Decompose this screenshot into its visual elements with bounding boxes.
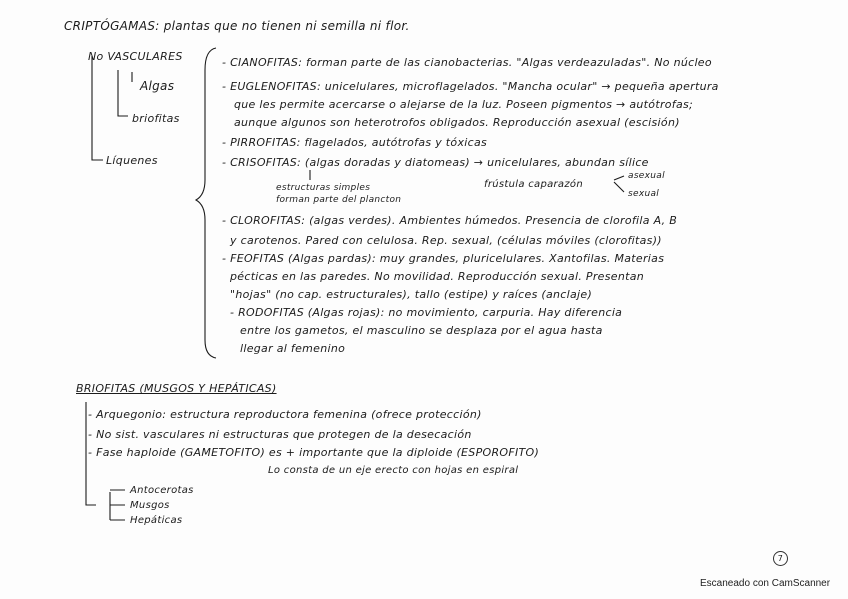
scanner-watermark: Escaneado con CamScanner (700, 578, 831, 589)
crisofitas-frustula: frústula caparazón (484, 179, 583, 190)
clorofitas-line-2: y carotenos. Pared con celulosa. Rep. sexual, (células móviles (clorofitas)) (230, 234, 662, 247)
branch-musgos: Musgos (130, 500, 170, 511)
euglenofitas-line-2: que les permite acercarse o alejarse de la luz. Poseen pigmentos → autótrofas; (234, 98, 694, 111)
document-header: CRIPTÓGAMAS: plantas que no tienen ni semilla ni flor. (64, 19, 410, 33)
euglenofitas-line-1: - EUGLENOFITAS: unicelulares, microflagelados. "Mancha ocular" → pequeña apertura (222, 80, 719, 93)
branch-antocerotas: Antocerotas (130, 485, 194, 496)
rodofitas-line-1: - RODOFITAS (Algas rojas): no movimiento, carpuria. Hay diferencia (230, 306, 623, 319)
briofitas-item-1: - Arquegonio: estructura reproductora femenina (ofrece protección) (88, 408, 482, 421)
euglenofitas-line-3: aunque algunos son heterotrofos obligados. Reproducción asexual (escisión) (234, 116, 680, 129)
page-number: 7 (773, 551, 788, 566)
briofitas-title: BRIOFITAS (MUSGOS Y HEPÁTICAS) (76, 382, 277, 395)
briofitas-item-3: - Fase haploide (GAMETOFITO) es + importante que la diploide (ESPOROFITO) (88, 446, 540, 459)
liquenes-label: Líquenes (106, 154, 158, 167)
pirrofitas-line: - PIRROFITAS: flagelados, autótrofas y tóxicas (222, 136, 488, 149)
no-vasculares-label: No VASCULARES (88, 50, 183, 63)
briofitas-item-2: - No sist. vasculares ni estructuras que protegen de la desecación (88, 428, 472, 441)
algas-label: Algas (140, 79, 175, 93)
crisofitas-note-2: forman parte del plancton (276, 195, 402, 205)
feofitas-line-1: - FEOFITAS (Algas pardas): muy grandes, pluricelulares. Xantofilas. Materias (222, 252, 665, 265)
clorofitas-line-1: - CLOROFITAS: (algas verdes). Ambientes húmedos. Presencia de clorofila A, B (222, 214, 678, 227)
crisofitas-asexual: asexual (628, 171, 665, 181)
feofitas-line-2: pécticas en las paredes. No movilidad. Reproducción sexual. Presentan (230, 270, 645, 283)
rodofitas-line-3: llegar al femenino (240, 342, 346, 355)
feofitas-line-3: "hojas" (no cap. estructurales), tallo (estipe) y raíces (anclaje) (230, 288, 593, 301)
cianofitas-line: - CIANOFITAS: forman parte de las cianobacterias. "Algas verdeazuladas". No núcleo (222, 56, 712, 69)
briofitas-label: briofitas (132, 112, 180, 125)
crisofitas-line: - CRISOFITAS: (algas doradas y diatomeas) → unicelulares, abundan sílice (222, 156, 649, 169)
rodofitas-line-2: entre los gametos, el masculino se desplaza por el agua hasta (240, 324, 603, 337)
branch-hepaticas: Hepáticas (130, 515, 183, 526)
crisofitas-sexual: sexual (628, 189, 660, 199)
briofitas-item-3-sub: Lo consta de un eje erecto con hojas en espiral (268, 465, 519, 476)
crisofitas-note-1: estructuras simples (276, 183, 371, 193)
